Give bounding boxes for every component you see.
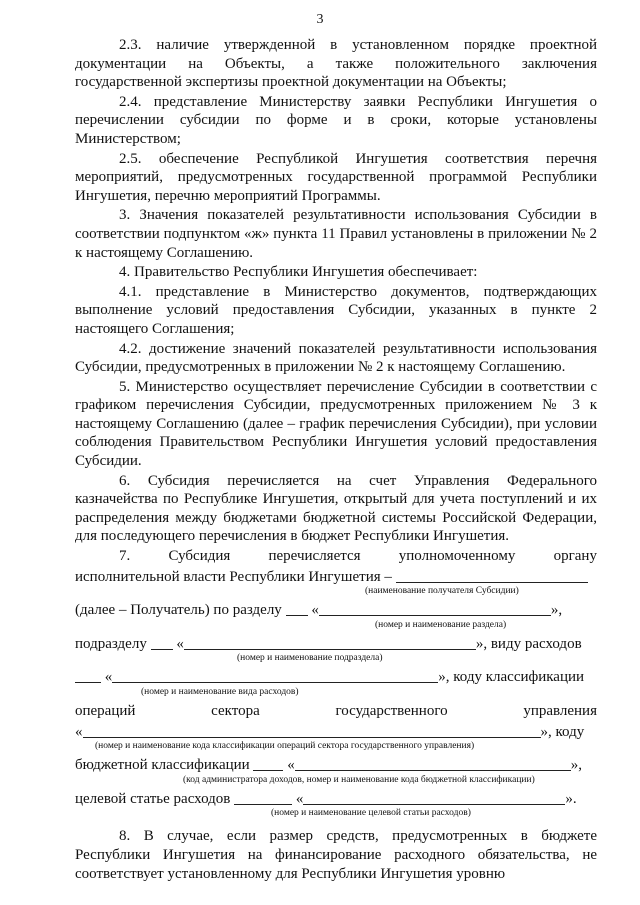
paragraph-5: 5. Министерство осуществляет перечисление Субсидии в соответствии с графиком перечисления Субсидии, предусмотренных приложением № 3 к настоящему Соглашению (далее – график перечисления Субсидии), при условии соблюдения Правительством Республики Ингушетия условий предоставления Субсидии. [75,378,597,470]
section-name-blank [319,601,551,616]
target-article-line: целевой статье расходов « ». [75,790,577,807]
paragraph-2-3: 2.3. наличие утвержденной в установленном порядке проектной документации на Объекты, а также положительного заключения государственной экспертизы проектной документации на Объекты; [75,37,597,91]
caption-subsection: (номер и наименование подраздела) [237,653,383,664]
section-code-blank [286,601,308,616]
caption-operations: (номер и наименование кода классификации операций сектора государственного управления) [95,741,475,752]
caption-section: (номер и наименование раздела) [375,619,507,630]
paragraph-7-line1: 7. Субсидия перечисляется уполномоченному органу [119,548,597,565]
target-name-blank [303,790,565,805]
subsection-code-blank [151,635,173,650]
caption-target: (номер и наименование целевой статьи расходов) [271,808,471,819]
caption-budget: (код администратора доходов, номер и наименование кода бюджетной классификации) [183,774,535,785]
target-code-blank [234,790,292,805]
paragraph-2-4: 2.4. представление Министерству заявки Республики Ингушетия о перечислении субсидии по форме и в сроки, которые установлены Министерством; [75,93,597,147]
page-number: 3 [316,12,324,27]
paragraph-2-5: 2.5. обеспечение Республикой Ингушетия соответствия перечня мероприятий, предусмотренных государственной программой Республики Ингушетия, перечню мероприятий Программы. [75,150,597,204]
paragraph-4-2: 4.2. достижение значений показателей результативности использования Субсидии, предусмотренных в приложении № 2 к настоящему Соглашению. [75,340,597,376]
document-body [75,36,597,884]
recipient-blank [396,568,588,583]
operations-code-blank [83,723,541,738]
caption-recipient: (наименование получателя Субсидии) [365,586,519,597]
budget-code-blank [295,756,571,771]
paragraph-7-line2: исполнительной власти Республики Ингушетия – [75,568,597,587]
budget-admin-blank [253,756,283,771]
paragraph-3: 3. Значения показателей результативности использования Субсидии в соответствии подпунктом «ж» пункта 11 Правил установлены в приложении № 2 к настоящему Соглашению. [75,207,597,261]
subsection-line: подразделу « », виду расходов [75,635,582,652]
paragraph-8: 8. В случае, если размер средств, предусмотренных в бюджете Республики Ингушетия на финансирование расходного обязательства, не соответствует установленному для Республики Ингушетия уровню [75,828,597,882]
paragraph-6: 6. Субсидия перечисляется на счет Управления Федерального казначейства по Республике Ингушетия, открытый для учета поступлений и их распределения между бюджетами бюджетной системы Российской Федерации, для последующего перечисления в бюджет Республики Ингушетия. [75,472,597,545]
expense-type-line: « », коду классификации [75,668,597,687]
subsection-name-blank [184,635,476,650]
expense-name-blank [112,668,438,683]
expense-code-blank [75,668,101,683]
operations-code-line: « », коду [75,723,585,740]
section-line: (далее – Получатель) по разделу « », [75,602,563,619]
paragraph-4: 4. Правительство Республики Ингушетия обеспечивает: [119,264,478,281]
operations-line: операций сектора государственного управления [75,703,597,719]
paragraph-4-1: 4.1. представление в Министерство документов, подтверждающих выполнение условий предоставления Субсидии, указанных в пункте 2 настоящего Соглашения; [75,283,597,337]
budget-classification-line: бюджетной классификации « », [75,757,582,774]
caption-expense-type: (номер и наименование вида расходов) [141,687,299,697]
